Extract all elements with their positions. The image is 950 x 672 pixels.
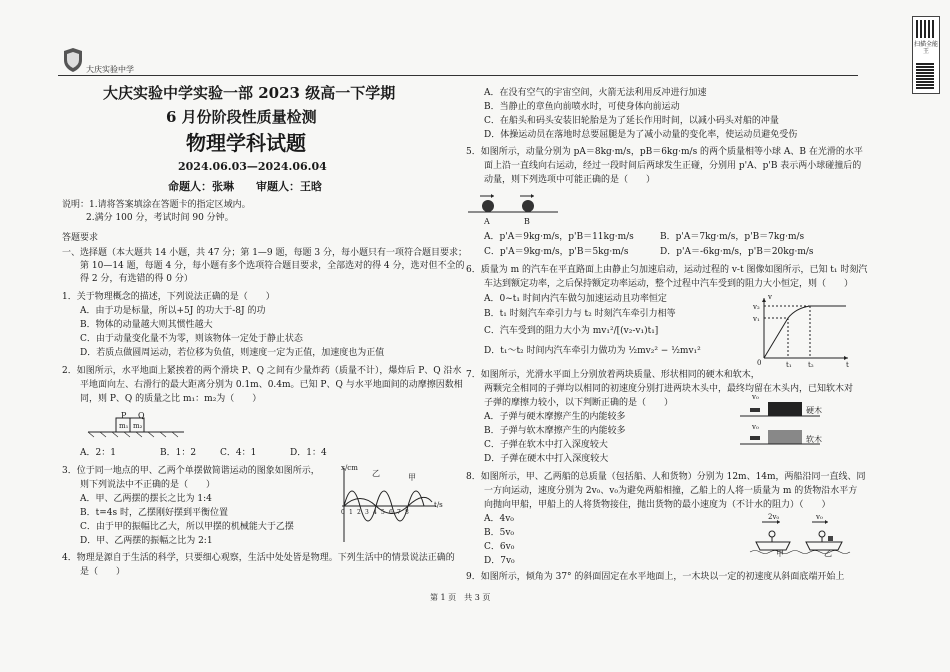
header-rule	[58, 75, 858, 76]
q5-line-3: 动量，则下列选项中可能正确的是（ ）	[484, 175, 656, 185]
q6-label-t1: t₁	[786, 361, 792, 369]
q7-label-soft: 软木	[806, 435, 822, 444]
q1-stem: 1．关于物理概念的描述，下列说法正确的是（ ）	[62, 292, 275, 302]
q3-tick-label: 4	[373, 509, 377, 516]
title-line-2: 6 月份阶段性质量检测	[166, 108, 317, 126]
q8-option-c: C．6v₀	[484, 542, 515, 552]
q2-option-b: B．1：2	[160, 448, 197, 458]
q2-option-a: A．2：1	[80, 448, 116, 458]
q2-option-c: C．4：1	[220, 448, 257, 458]
q7-option-c: C．子弹在软木中打入深度较大	[484, 440, 608, 450]
q8-line-2: 一方向运动，速度分别为 2v₀、v₀为避免两船相撞，乙船上的人将一质量为 m 的货物沿水平方	[484, 486, 858, 496]
q4-option-c: C．在船头和码头安装旧轮胎是为了延长作用时间，以减小码头对船的冲量	[484, 116, 779, 126]
q6-option-c: C．汽车受到的阻力大小为 mv₁²/[(v₂-v₁)t₁]	[484, 326, 659, 336]
q2-label-m1: m₁	[119, 422, 129, 430]
q3-tick-label: 8	[405, 509, 409, 516]
q6-label-t: t	[846, 361, 849, 369]
q6-label-v: v	[768, 293, 772, 301]
q8-option-b: B．5v₀	[484, 528, 515, 538]
q8-line-3: 向抛向甲船，甲船上的人将货物接住，抛出货物的最小速度为（不计水的阻力）（ ）	[484, 500, 831, 510]
q4-line-1: 4．物理是源自于生活的科学，只要细心观察，生活中处处皆是物理。下列生活中的情景说法正确的	[62, 553, 455, 563]
q5-line-1: 5．如图所示，动量分别为 pA＝8kg·m/s，pB＝6kg·m/s 的两个质量相等小球 A、B 在光滑的水平	[466, 147, 863, 157]
q6-line-1: 6．质量为 m 的汽车在平直路面上由静止匀加速启动，运动过程的 v-t 图像如图所示，已知 t₁ 时刻汽	[466, 265, 868, 275]
q6-label-v1: v₁	[753, 315, 760, 323]
q3-tick-label: 7	[397, 509, 401, 516]
section-line-3: 得 2 分，有选错的得 0 分）	[80, 274, 193, 284]
q7-line-2: 两颗完全相同的子弹均以相同的初速度分别打进两块木头中，最终均留在木头内，已知软木对	[484, 384, 854, 394]
qr-code-icon	[916, 63, 934, 89]
q5-line-2: 面上沿一直线向右运动，经过一段时间后两球发生正碰，分别用 p'A、p'B 表示两小球碰撞后的	[484, 161, 862, 171]
q1-option-a: A．由于功是标量，所以+5J 的功大于-8J 的功	[80, 306, 266, 316]
section-line-1: 一、选择题（本大题共 14 小题，共 47 分；第 1—9 题，每题 3 分，每小题只有一项符合题目要求；	[62, 248, 467, 258]
note-2: 2.满分 100 分，考试时间 90 分钟。	[86, 213, 234, 223]
q8-line-1: 8．如图所示，甲、乙两船的总质量（包括船、人和货物）分别为 12m、14m，两船沿同一直线、同	[466, 472, 866, 482]
q3-tick-label: 5	[381, 509, 385, 516]
qr-code-icon	[916, 20, 934, 38]
q7-label-hard: 硬木	[806, 406, 822, 415]
note-1: 说明：1.请将答案填涂在答题卡的指定区域内。	[62, 200, 251, 210]
title-line-1: 大庆实验中学实验一部 2023 级高一下学期	[103, 84, 396, 102]
q3-line-1: 3．位于同一地点的甲、乙两个单摆做简谐运动的图象如图所示，	[62, 466, 320, 476]
q7-option-a: A．子弹与硬木摩擦产生的内能较多	[484, 412, 626, 422]
q6-option-a: A．0~t₁ 时间内汽车做匀加速运动且功率恒定	[484, 294, 667, 304]
q3-option-b: B．t=4s 时，乙摆刚好摆到平衡位置	[80, 508, 228, 518]
page-footer: 第 1 页 共 3 页	[430, 593, 491, 602]
q3-line-2: 则下列说法中不正确的是（ ）	[80, 480, 216, 490]
q2-line-2: 平地面向左、右滑行的最大距离分别为 0.1m、0.4m。已知 P、Q 与水平地面间的动摩擦因数相	[80, 380, 463, 390]
q1-option-b: B．物体的动量越大则其惯性越大	[80, 320, 213, 330]
q6-option-b: B．t₁ 时刻汽车牵引力与 t₂ 时刻汽车牵引力相等	[484, 309, 676, 319]
q7-line-1: 7．如图所示，光滑水平面上分别放着两块质量、形状相同的硬木和软木，	[466, 370, 760, 380]
q3-label-yi: 乙	[372, 469, 380, 478]
section-label: 答题要求	[62, 233, 99, 243]
q5-label-a: A	[484, 217, 490, 226]
q5-option-b: B．p'A＝7kg·m/s，p'B＝7kg·m/s	[660, 232, 805, 242]
q2-line-3: 同，则 P、Q 的质量之比 m₁：m₂为（ ）	[80, 394, 262, 404]
q7-label-v0-hard: v₀	[752, 393, 759, 401]
q4-option-d: D．体操运动员在落地时总要屈腿是为了减小动量的变化率，使运动员避免受伤	[484, 130, 798, 140]
q6-label-v2: v₂	[753, 303, 760, 311]
q6-option-d: D．t₁～t₂ 时间内汽车牵引力做功为 ½mv₂² − ½mv₁²	[484, 346, 701, 356]
q2-option-d: D．1：4	[290, 448, 327, 458]
q8-boats-figure	[750, 514, 850, 558]
q5-option-d: D．p'A＝-6kg·m/s，p'B＝20kg·m/s	[660, 247, 814, 257]
q2-label-m2: m₂	[133, 422, 143, 430]
q7-label-v0-soft: v₀	[752, 423, 759, 431]
q1-option-c: C．由于动量变化量不为零，则该物体一定处于静止状态	[80, 334, 303, 344]
q6-line-2: 车达到额定功率，之后保持额定功率运动，整个过程中汽车受到的阻力大小恒定，则（ ）	[484, 279, 854, 289]
exam-authors: 命题人：张琳 审题人：王晗	[168, 180, 322, 193]
school-name: 大庆实验中学	[86, 65, 134, 74]
q8-label-jia: 甲	[776, 549, 784, 558]
section-line-2: 第 10—14 题，每题 4 分，每小题有多个选项符合题目要求，全部选对的得 4 分，选对但不全的	[80, 261, 465, 271]
q4-option-b: B．当静止的章鱼向前喷水时，可使身体向前运动	[484, 102, 680, 112]
q3-ylabel: x/cm	[341, 464, 358, 472]
title-line-3: 物理学科试题	[186, 131, 306, 155]
q2-label-q: Q	[138, 411, 145, 420]
q2-line-1: 2．如图所示，水平地面上紧挨着的两个滑块 P、Q 之间有少量炸药（质量不计），爆炸后 P、Q 沿水	[62, 366, 462, 376]
q4-option-a: A．在没有空气的宇宙空间，火箭无法利用反冲进行加速	[484, 88, 707, 98]
q5-label-b: B	[524, 217, 530, 226]
q7-line-3: 子弹的摩擦力较小，以下判断正确的是（ ）	[484, 398, 674, 408]
exam-dates: 2024.06.03—2024.06.04	[178, 160, 327, 173]
q3-label-jia: 甲	[408, 473, 416, 482]
q3-xlabel: t/s	[434, 501, 443, 509]
q6-vt-graph	[760, 296, 850, 364]
q8-option-d: D．7v₀	[484, 556, 515, 566]
q5-option-c: C．p'A＝9kg·m/s，p'B＝5kg·m/s	[484, 247, 629, 257]
q7-option-d: D．子弹在硬木中打入深度较大	[484, 454, 609, 464]
q3-tick-label: 0	[341, 509, 345, 516]
scanner-watermark	[912, 16, 940, 94]
q3-tick-label: 2	[357, 509, 361, 516]
q3-option-c: C．由于甲的振幅比乙大，所以甲摆的机械能大于乙摆	[80, 522, 294, 532]
q2-label-p: P	[121, 411, 127, 420]
q8-label-v-yi: v₀	[816, 513, 823, 521]
q5-option-a: A．p'A＝9kg·m/s，p'B＝11kg·m/s	[484, 232, 634, 242]
q3-tick-label: 6	[389, 509, 393, 516]
q3-tick-label: 1	[349, 509, 353, 516]
q1-option-d: D．若质点做圆周运动，若位移为负值，则速度一定为正值，加速度也为正值	[80, 348, 385, 358]
q8-label-yi: 乙	[824, 549, 832, 558]
q6-label-o: 0	[757, 359, 762, 367]
q7-option-b: B．子弹与软木摩擦产生的内能较多	[484, 426, 626, 436]
q4-line-2: 是（ ）	[80, 567, 126, 577]
q3-option-d: D．甲、乙两摆的振幅之比为 2:1	[80, 536, 213, 546]
school-logo-icon	[62, 48, 84, 72]
q8-option-a: A．4v₀	[484, 514, 514, 524]
q6-label-t2: t₂	[808, 361, 814, 369]
q3-option-a: A．甲、乙两摆的摆长之比为 1:4	[80, 494, 212, 504]
q9-line-1: 9．如图所示，倾角为 37° 的斜面固定在水平地面上，一木块以一定的初速度从斜面底端开始上	[466, 572, 845, 582]
q5-balls-figure	[468, 192, 558, 220]
q8-label-v-jia: 2v₀	[768, 513, 780, 521]
scanner-label: 扫描全能王	[913, 41, 938, 55]
q3-tick-label: 3	[365, 509, 369, 516]
q3-pendulum-graph	[340, 466, 440, 546]
